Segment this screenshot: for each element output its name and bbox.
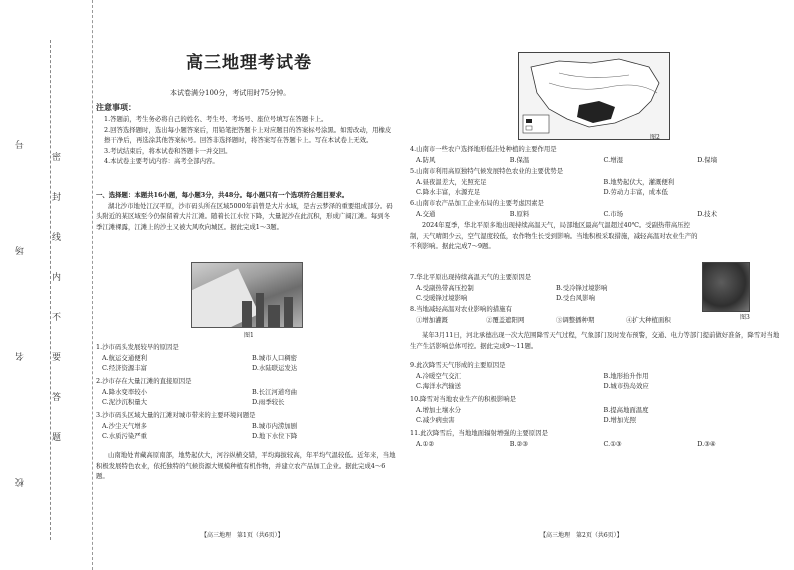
school-label: 校 <box>16 476 26 487</box>
option[interactable]: C.海洋水汽输送 <box>416 382 462 390</box>
option[interactable]: D.技术 <box>697 209 717 218</box>
name-label: 名 <box>16 350 26 361</box>
question-stem: 8.当地减轻高温对农业影响的措施有 <box>410 305 512 313</box>
right-page <box>410 0 790 570</box>
question-stem: 1.沙市码头发展较早的原因是 <box>96 343 179 351</box>
option[interactable]: C.受暖锋过境影响 <box>416 294 468 302</box>
section-heading: 一、选择题：本题共16小题，每小题3分，共48分。每小题只有一个选项符合题目要求。 <box>96 191 349 199</box>
question-stem: 3.沙市码头区域大量的江滩对城市带来的主要环境问题是 <box>96 411 256 419</box>
fold-char: 线 <box>52 233 62 243</box>
notice-heading: 注意事项： <box>96 102 136 112</box>
fold-char: 答 <box>52 393 62 403</box>
option[interactable]: D.水陆联运发达 <box>252 364 298 372</box>
option[interactable]: A.降水变率较小 <box>102 387 147 396</box>
option[interactable]: D.增加光照 <box>603 416 636 424</box>
passage-text: 某年3月11日，河北承德出现一次大范围降雪天气过程，气象部门及时发布预警，交通、电力等部门提前做好准备，降雪对当地生产生活影响总体可控。据此完成9～11题。 <box>410 331 780 350</box>
option[interactable]: C.市场 <box>603 209 623 218</box>
question-stem: 5.山南市利用高原独特气候发展特色农业的主要优势是 <box>410 167 564 175</box>
option[interactable]: C.经济资源丰富 <box>102 364 148 372</box>
question-6 <box>410 198 785 219</box>
question-3 <box>96 410 396 442</box>
fold-char: 题 <box>52 433 62 443</box>
option[interactable]: A.防风 <box>416 155 436 164</box>
question-stem: 9.此次降雪天气形成的主要原因是 <box>410 361 506 369</box>
question-stem: 11.此次降雪后，当地地面辐射增强的主要原因是 <box>410 429 548 437</box>
option[interactable]: C.水质污染严重 <box>102 432 148 440</box>
fold-char: 要 <box>52 353 62 363</box>
option[interactable]: D.受台风影响 <box>556 294 595 302</box>
fold-char: 内 <box>52 273 62 283</box>
option[interactable]: C.泥沙沉积量大 <box>102 398 148 406</box>
question-stem: 2.沙市存在大量江滩的直接原因是 <box>96 377 192 385</box>
option[interactable]: B.提高地面温度 <box>603 405 649 414</box>
notice-item: 2.回答选择题时，选出每小题答案后，用铅笔把答题卡上对应题目的答案标号涂黑。如需改动，用橡皮擦干净后，再选涂其他答案标号。回答非选择题时，将答案写在答题卡上。写在本试卷上无效。 <box>104 125 392 144</box>
question-5 <box>410 166 785 198</box>
question-9 <box>410 360 785 392</box>
question-stem: 4.山南市一些农户选择地形低洼处种植的主要作用是 <box>410 145 557 153</box>
page-footer-right: 【高三地理 第2页（共6页）】 <box>540 532 623 539</box>
option[interactable]: ①增加灌溉 <box>416 315 448 324</box>
question-4 <box>410 144 785 165</box>
seat-number-label: 号 <box>16 138 26 149</box>
fold-char: 不 <box>52 313 62 323</box>
fold-char: 密 <box>52 153 62 163</box>
figure-3-photo <box>702 262 750 312</box>
question-stem: 10.降雪对当地农业生产的积极影响是 <box>410 395 517 403</box>
option[interactable]: A.受副热带高压控制 <box>416 283 474 292</box>
option[interactable]: ②覆盖遮阳网 <box>486 315 525 324</box>
option[interactable]: C.①③ <box>603 439 622 448</box>
exam-subtitle: 本试卷满分100分，考试用时75分钟。 <box>170 89 291 97</box>
figure-1-photo <box>191 262 303 328</box>
option[interactable]: B.地势起伏大，灌溉便利 <box>603 177 675 186</box>
fold-line <box>50 40 51 540</box>
option[interactable]: ③调整播种期 <box>556 315 595 324</box>
notice-list <box>104 114 394 167</box>
passage-three <box>410 220 700 252</box>
passage-intro: 湖北沙市地处江汉平原，沙市码头所在区域5000年前曾是大片水域，是古云梦泽的重要组成部分。码头附近的某区域至今仍保留着大片江滩。随着长江水位下降，大量泥沙在此沉积，形成广阔江滩。每到冬季江滩裸露，江滩上的沙土又被大风吹向城区。据此完成1～3题。 <box>96 201 393 231</box>
question-8 <box>410 304 690 325</box>
question-2 <box>96 376 396 408</box>
question-stem: 6.山南市农产品加工企业布局的主要考虑因素是 <box>410 199 544 207</box>
map-graphic <box>519 53 669 139</box>
question-stem: 7.华北平原出现持续高温天气的主要原因是 <box>410 273 532 281</box>
question-10 <box>410 394 785 426</box>
option[interactable]: A.昼夜温差大，光照充足 <box>416 177 487 186</box>
option[interactable]: B.地形抬升作用 <box>603 371 649 380</box>
option[interactable]: A.沙尘天气增多 <box>102 421 147 430</box>
question-7 <box>410 272 690 304</box>
option[interactable]: B.②③ <box>509 439 528 448</box>
page-footer-left: 【高三地理 第1页（共6页）】 <box>201 532 284 539</box>
passage-four <box>410 330 785 351</box>
option[interactable]: D.③④ <box>697 439 716 448</box>
option[interactable]: B.受冷锋过境影响 <box>556 283 608 292</box>
option[interactable]: A.冷暖空气交汇 <box>416 371 461 380</box>
notice-item: 1.答题前，考生务必将自己的姓名、考生号、考场号、座位号填写在答题卡上。 <box>104 115 328 123</box>
question-1 <box>96 342 396 374</box>
option[interactable]: B.长江河道弯曲 <box>252 387 298 396</box>
option[interactable]: ④扩大种植面积 <box>626 315 671 324</box>
figure-3-caption: 图3 <box>740 314 750 321</box>
option[interactable]: C.增湿 <box>603 155 623 164</box>
option[interactable]: D.劳动力丰富，成本低 <box>603 188 668 196</box>
option[interactable]: A.增加土壤水分 <box>416 405 461 414</box>
option[interactable]: A.航运交通便利 <box>102 353 147 362</box>
notice-item: 3.考试结束后，将本试卷和答题卡一并交回。 <box>104 146 232 155</box>
option[interactable]: D.雨季较长 <box>252 398 285 406</box>
left-page <box>96 0 396 570</box>
option[interactable]: B.原料 <box>509 209 530 218</box>
fold-char: 封 <box>52 193 62 203</box>
option[interactable]: B.保温 <box>509 155 530 164</box>
passage-two <box>96 450 396 482</box>
figure-2-map <box>518 52 670 140</box>
option[interactable]: B.城市人口稠密 <box>252 353 298 362</box>
notice-item: 4.本试卷主要考试内容：高考全部内容。 <box>104 157 219 165</box>
option[interactable]: D.地下水位下降 <box>252 432 298 440</box>
option[interactable]: A.①② <box>416 439 435 448</box>
option[interactable]: C.减少病虫害 <box>416 416 455 424</box>
option[interactable]: A.交通 <box>416 209 436 218</box>
figure-1-caption: 图1 <box>244 332 254 339</box>
option[interactable]: D.保墒 <box>697 155 717 164</box>
passage-text: 山南地处青藏高原南部，地势起伏大，河谷纵横交错，平均海拔较高，年平均气温较低。近年来，当地积极发展特色农业，依托独特的气候资源大规模种植有机作物，并建立农产品加工企业。据此完成4～6题。 <box>96 451 396 480</box>
option[interactable]: D.城市热岛效应 <box>603 382 649 390</box>
section-one <box>96 190 396 232</box>
option[interactable]: B.城市内涝加剧 <box>252 421 298 430</box>
exam-room-label: 场 <box>16 244 26 255</box>
binding-strip <box>0 0 93 570</box>
question-11 <box>410 428 785 449</box>
passage-text: 2024年夏季，华北平原多地出现持续高温天气，局部地区最高气温超过40℃。受副热带高压控制，天气晴朗少云，空气湿度较低，农作物生长受到影响。当地积极采取措施，减轻高温对农业生产的不利影响。据此完成7～9题。 <box>410 221 698 250</box>
option[interactable]: C.降水丰富，水源充足 <box>416 188 481 196</box>
exam-title: 高三地理考试卷 <box>186 53 312 73</box>
figure-2-caption: 图2 <box>650 134 660 141</box>
